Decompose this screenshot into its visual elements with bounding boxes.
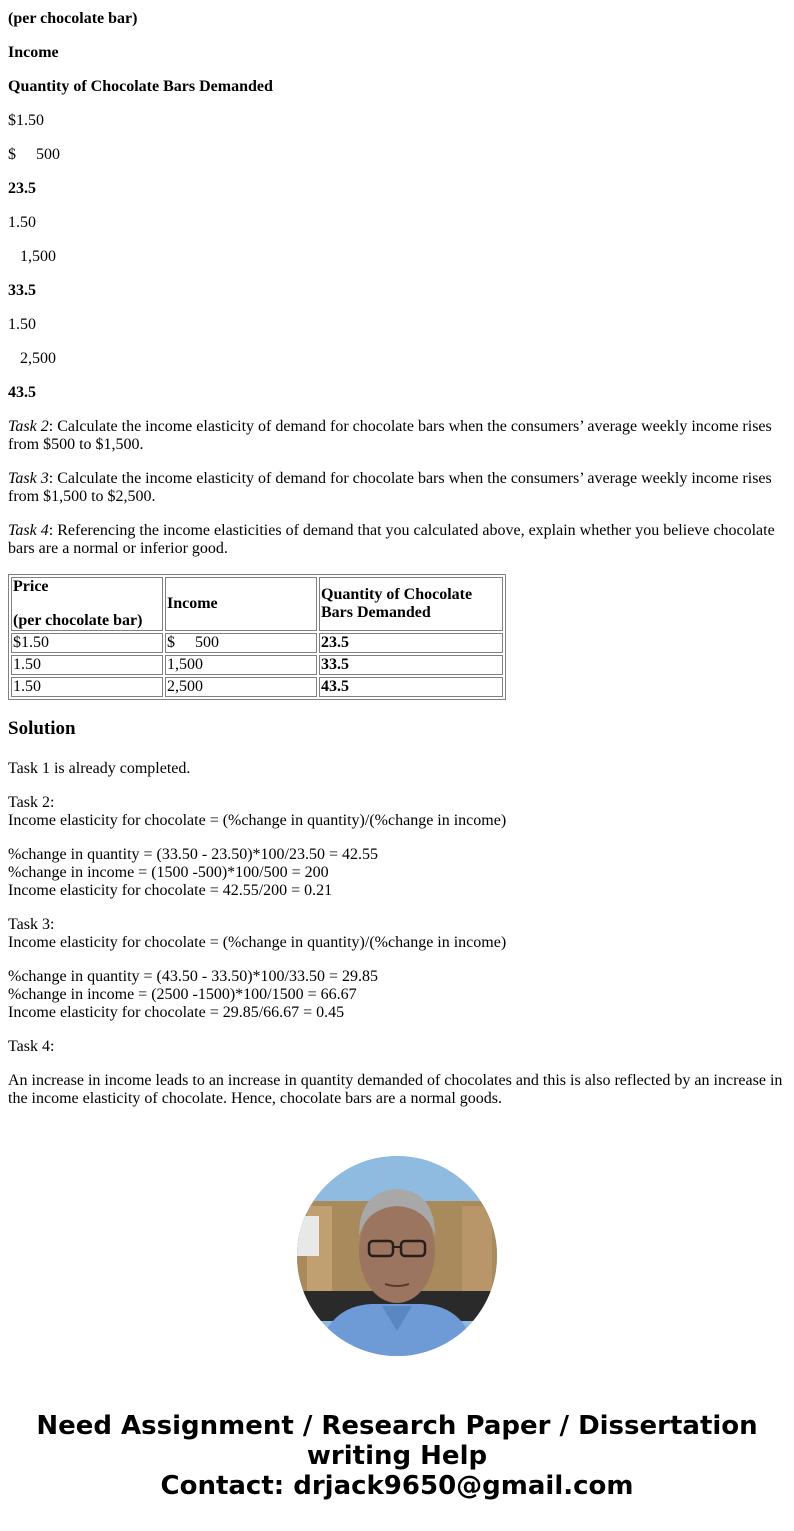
solution-task-2-intro: Task 2: Income elasticity for chocolate = (%change in quantity)/(%change in income): [8, 794, 507, 829]
cell-price: 1.50: [11, 655, 163, 675]
solution-task-3-intro: Task 3: Income elasticity for chocolate = (%change in quantity)/(%change in income): [8, 916, 507, 951]
task-3-statement: Task 3: Calculate the income elasticity of demand for chocolate bars when the consumers’ average weekly income rises from $1,500 to $2,500.: [8, 470, 772, 505]
task-4-statement: Task 4: Referencing the income elasticities of demand that you calculated above, explain whether you believe chocolate bars are a normal or inferior good.: [8, 522, 775, 557]
cell-income: 1,500: [165, 655, 317, 675]
document: [0, 10, 794, 1531]
loose-income-label: Income: [8, 44, 59, 61]
cell-income: 2,500: [165, 677, 317, 697]
header-income: Income: [165, 577, 317, 631]
loose-row-1-income: $ 500: [8, 146, 60, 163]
loose-row-3-quantity: 43.5: [8, 384, 36, 401]
demand-table: [8, 574, 506, 700]
task-2-statement: Task 2: Calculate the income elasticity of demand for chocolate bars when the consumers’ average weekly income rises from $500 to $1,500.: [8, 418, 772, 453]
solution-task-2-calc: %change in quantity = (33.50 - 23.50)*100/23.50 = 42.55 %change in income = (1500 -500)*100/500 = 200 Income elasticity for chocolate = 42.55/200 = 0.21: [8, 846, 378, 899]
table-row: [11, 677, 503, 697]
cell-quantity: 23.5: [319, 633, 503, 653]
solution-task-1: Task 1 is already completed.: [8, 760, 191, 777]
table-row: [11, 633, 503, 653]
footer-line-2: writing Help: [306, 1441, 488, 1471]
header-price: Price (per chocolate bar): [11, 577, 163, 631]
loose-row-2-price: 1.50: [8, 214, 36, 231]
solution-task-4-answer: An increase in income leads to an increase in quantity demanded of chocolates and this is also reflected by an increase in the income elasticity of chocolate. Hence, chocolate bars are a normal goods.: [8, 1072, 783, 1107]
table-row: [11, 655, 503, 675]
loose-row-1-price: $1.50: [8, 112, 44, 129]
portrait-icon: [297, 1156, 497, 1356]
loose-quantity-label: Quantity of Chocolate Bars Demanded: [8, 78, 273, 95]
table-header-row: [11, 577, 503, 631]
cell-quantity: 33.5: [319, 655, 503, 675]
loose-row-2-quantity: 33.5: [8, 282, 36, 299]
footer-line-1: Need Assignment / Research Paper / Dissertation: [36, 1411, 758, 1441]
cell-quantity: 43.5: [319, 677, 503, 697]
solution-heading: Solution: [8, 718, 76, 739]
contact-footer: [8, 1411, 786, 1531]
solution-task-3-calc: %change in quantity = (43.50 - 33.50)*100/33.50 = 29.85 %change in income = (2500 -1500)*100/1500 = 66.67 Income elasticity for chocolate = 29.85/66.67 = 0.45: [8, 968, 378, 1021]
loose-row-3-price: 1.50: [8, 316, 36, 333]
footer-contact-email: Contact: drjack9650@gmail.com: [160, 1471, 634, 1501]
avatar: [297, 1156, 497, 1356]
solution-task-4-title: Task 4:: [8, 1038, 55, 1055]
loose-row-3-income: 2,500: [20, 350, 56, 367]
avatar-container: [8, 1156, 786, 1361]
header-quantity: Quantity of Chocolate Bars Demanded: [319, 577, 503, 631]
cell-price: $1.50: [11, 633, 163, 653]
loose-price-sub: (per chocolate bar): [8, 10, 138, 27]
loose-row-2-income: 1,500: [20, 248, 56, 265]
cell-price: 1.50: [11, 677, 163, 697]
loose-row-1-quantity: 23.5: [8, 180, 36, 197]
cell-income: $ 500: [165, 633, 317, 653]
